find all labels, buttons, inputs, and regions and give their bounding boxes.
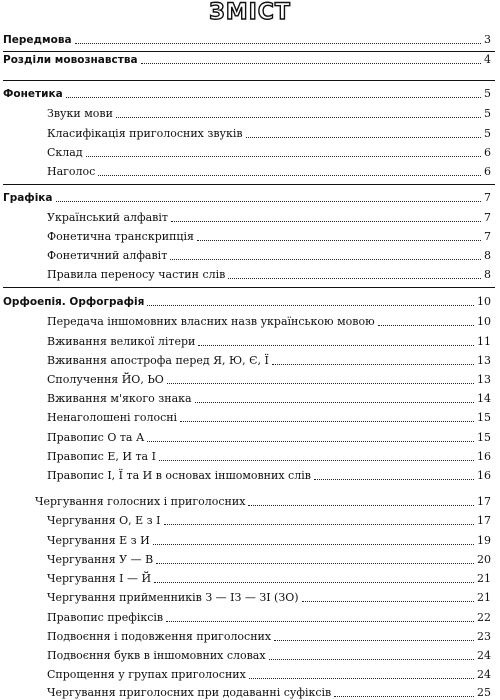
toc-entry-label: Вживання м'якого знака [47,392,192,405]
dot-leader [195,402,474,403]
toc-entry-page: 15 [477,431,491,444]
toc-entry-page: 22 [477,611,491,624]
toc-entry-label: Звуки мови [47,107,113,120]
toc-entry-label: Сполучення ЙО, ЬО [47,373,164,386]
toc-entry-page: 7 [484,211,491,224]
dot-leader [141,63,481,64]
toc-entry-label: Передмова [3,34,72,46]
dot-leader [56,201,481,202]
toc-entry-page: 25 [477,686,491,699]
toc-entry-label: Фонетичний алфавіт [47,249,168,262]
toc-entry-label: Чергування Е з И [47,534,150,547]
dot-leader [314,479,474,480]
toc-entry-hyphenation-rules[interactable] [47,268,491,282]
toc-entry-label: Правопис О та А [47,431,145,444]
toc-entry-e-with-y[interactable] [47,534,491,548]
dot-leader [198,345,474,346]
toc-entry-foreign-word-stems[interactable] [47,469,491,483]
toc-entry-foreign-doubling[interactable] [47,649,491,663]
dot-leader [116,117,481,118]
toc-entry-label: Український алфавіт [47,211,168,224]
toc-entry-label: Чергування О, Е з І [47,514,161,527]
toc-entry-page: 24 [477,649,491,662]
section-divider [3,184,495,185]
toc-entry-unstressed-vowels[interactable] [47,411,491,425]
section-divider [3,287,495,288]
section-divider [3,80,495,81]
toc-entry-prefixes[interactable] [47,611,491,625]
toc-entry-page: 5 [484,87,491,100]
toc-entry-page: 21 [477,572,491,585]
dot-leader [334,696,474,697]
dot-leader [164,524,474,525]
toc-entry-speech-sounds[interactable] [47,107,491,121]
toc-entry-label: Вживання апострофа перед Я, Ю, Є, Ї [47,354,269,367]
toc-entry-ukrainian-alphabet[interactable] [47,211,491,225]
dot-leader [246,137,481,138]
toc-entry-page: 6 [484,165,491,178]
toc-entry-page: 14 [477,392,491,405]
toc-entry-page: 7 [484,191,491,204]
toc-entry-prepositions[interactable] [47,591,491,605]
dot-leader [166,621,474,622]
toc-entry-linguistics-sections[interactable] [3,53,491,67]
toc-entry-label: Передача іншомовних власних назв українською мовою [47,315,375,328]
toc-entry-page: 17 [477,495,491,508]
toc-entry-o-and-a[interactable] [47,431,491,445]
toc-entry-u-v[interactable] [47,553,491,567]
dot-leader [180,421,474,422]
dot-leader [156,563,474,564]
toc-entry-page: 19 [477,534,491,547]
toc-entry-phonetic-alphabet[interactable] [47,249,491,263]
toc-entry-label: Чергування І — Й [47,572,152,585]
dot-leader [249,678,474,679]
toc-entry-label: Наголос [47,165,96,178]
dot-leader [170,259,481,260]
toc-entry-graphics[interactable] [3,191,491,205]
toc-entry-label: Графіка [3,192,53,204]
toc-entry-page: 21 [477,591,491,604]
toc-entry-page: 13 [477,354,491,367]
dot-leader [197,240,481,241]
toc-entry-label: Склад [47,146,83,159]
dot-leader [154,582,474,583]
dot-leader [147,305,474,306]
toc-entry-simplification[interactable] [47,668,491,682]
toc-entry-soft-sign[interactable] [47,392,491,406]
toc-entry-page: 5 [484,107,491,120]
toc-entry-label: Чергування голосних і приголосних [35,495,246,508]
toc-entry-page: 11 [477,335,491,348]
toc-entry-i-y[interactable] [47,572,491,586]
toc-entry-page: 24 [477,668,491,681]
dot-leader [147,441,474,442]
dot-leader [86,156,481,157]
toc-entry-page: 3 [484,33,491,46]
toc-entry-page: 23 [477,630,491,643]
toc-entry-label: Правопис І, Ї та И в основах іншомовних слів [47,469,311,482]
toc-entry-label: Подвоєння і подовження приголосних [47,630,272,643]
toc-entry-label: Правопис Е, И та І [47,450,156,463]
toc-entry-label: Класифікація приголосних звуків [47,127,243,140]
toc-entry-label: Фонетична транскрипція [47,230,194,243]
page-title: ЗМІСТ [209,0,291,25]
toc-entry-page: 8 [484,268,491,281]
dot-leader [153,544,474,545]
toc-entry-page: 10 [477,315,491,328]
toc-entry-orthoepy-orthography[interactable] [3,295,491,309]
toc-entry-page: 20 [477,553,491,566]
toc-entry-alternation[interactable] [35,495,491,509]
toc-entry-label: Орфоепія. Орфографія [3,296,145,308]
toc-entry-syllable[interactable] [47,146,491,160]
toc-entry-stress[interactable] [47,165,491,179]
dot-leader [75,43,481,44]
dot-leader [248,505,474,506]
dot-leader [159,460,474,461]
toc-entry-label: Чергування У — В [47,553,154,566]
toc-entry-label: Фонетика [3,88,63,100]
dot-leader [66,97,481,98]
dot-leader [302,601,474,602]
toc-entry-label: Правила переносу частин слів [47,268,226,281]
toc-entry-label: Подвоєння букв в іншомовних словах [47,649,266,662]
toc-entry-page: 13 [477,373,491,386]
toc-entry-page: 6 [484,146,491,159]
toc-entry-phonetics[interactable] [3,87,491,101]
toc-entry-page: 8 [484,249,491,262]
toc-entry-page: 15 [477,411,491,424]
dot-leader [378,325,474,326]
dot-leader [272,364,474,365]
toc-entry-o-e-with-i[interactable] [47,514,491,528]
toc-entry-label: Розділи мовознавства [3,54,138,66]
toc-entry-label: Спрощення у групах приголосних [47,668,246,681]
section-divider [3,51,495,52]
toc-entry-label: Чергування прийменників З — ІЗ — ЗІ (ЗО) [47,591,299,604]
toc-entry-consonant-classification[interactable] [47,127,491,141]
toc-entry-preface[interactable] [3,33,491,47]
toc-entry-page: 5 [484,127,491,140]
dot-leader [167,383,474,384]
toc-entry-label: Ненаголошені голосні [47,411,178,424]
toc-entry-page: 16 [477,450,491,463]
dot-leader [269,659,474,660]
dot-leader [98,175,481,176]
toc-entry-label: Вживання великої літери [47,335,196,348]
toc-entry-page: 10 [477,295,491,308]
toc-entry-suffix-alternation[interactable] [47,686,491,700]
toc-entry-apostrophe[interactable] [47,354,491,368]
toc-entry-page: 17 [477,514,491,527]
toc-entry-phonetic-transcription[interactable] [47,230,491,244]
dot-leader [228,278,481,279]
toc-entry-foreign-names[interactable] [47,315,491,329]
toc-entry-capital-letter[interactable] [47,335,491,349]
dot-leader [171,221,481,222]
dot-leader [274,640,474,641]
toc-entry-label: Чергування приголосних при додаванні суфіксів [47,686,332,699]
toc-entry-yo-combinations[interactable] [47,373,491,387]
toc-entry-page: 4 [484,53,491,66]
toc-entry-page: 7 [484,230,491,243]
toc-entry-consonant-doubling[interactable] [47,630,491,644]
toc-entry-page: 16 [477,469,491,482]
toc-entry-label: Правопис префіксів [47,611,164,624]
toc-entry-e-y-i[interactable] [47,450,491,464]
